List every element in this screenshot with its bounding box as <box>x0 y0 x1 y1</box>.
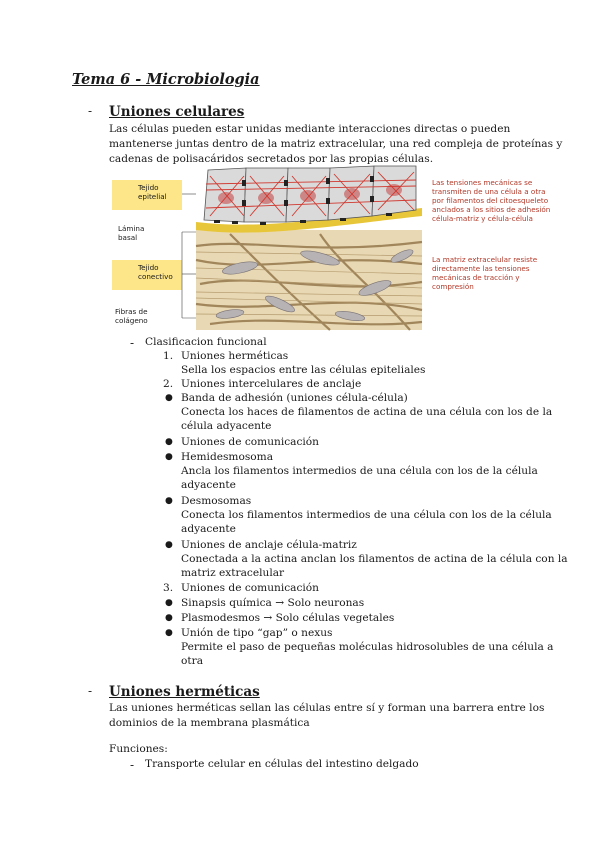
funciones-dash: - <box>130 758 135 772</box>
list-item: Sinapsis química → Solo neuronas <box>181 597 365 609</box>
list-item: Plasmodesmos → Solo células vegetales <box>181 612 395 624</box>
note-line: anclados a los sitios de adhesión <box>432 205 551 214</box>
list-item: Uniones de comunicación <box>181 582 319 594</box>
label-line: Tejido <box>138 183 159 192</box>
list-item: otra <box>181 655 204 667</box>
list-item: Conecta los haces de filamentos de actina de una célula con los de la <box>181 406 553 418</box>
label-line: epitelial <box>138 192 167 201</box>
intro-line: Las células pueden estar unidas mediante interacciones directas o pueden <box>109 123 511 135</box>
label-line: colágeno <box>115 316 148 325</box>
classification-heading: Clasificacion funcional <box>145 336 267 348</box>
section-heading: Uniones celulares <box>109 104 245 120</box>
note-line: transmiten de una célula a otra <box>432 187 546 196</box>
section-dash: - <box>88 684 93 698</box>
section-heading: Uniones herméticas <box>109 684 260 700</box>
list-marker: ● <box>165 598 173 608</box>
note-line: La matriz extracelular resiste <box>432 255 538 264</box>
label-line: Tejido <box>138 263 159 272</box>
page-title: Tema 6 - Microbiologia <box>72 71 260 88</box>
list-item: adyacente <box>181 523 236 535</box>
list-item: Ancla los filamentos intermedios de una célula con los de la célula <box>181 465 538 477</box>
label-line: Lámina <box>118 224 145 233</box>
list-item: célula adyacente <box>181 420 272 432</box>
label-line: conectivo <box>138 272 173 281</box>
funciones-item: Transporte celular en células del intestino delgado <box>145 758 419 770</box>
section-intro <box>109 122 562 167</box>
list-item: Conectada a la actina anclan los filamentos de actina de la célula con la <box>181 553 568 565</box>
list-item: Conecta los filamentos intermedios de una célula con los de la célula <box>181 509 552 521</box>
note-line: compresión <box>432 282 474 291</box>
label-line: basal <box>118 233 138 242</box>
note-line: directamente las tensiones <box>432 264 530 273</box>
note-tensions <box>432 178 550 223</box>
list-item: Desmosomas <box>181 495 252 507</box>
note-line: célula-matriz y célula-célula <box>432 214 533 223</box>
note-line: por filamentos del citoesqueleto <box>432 196 549 205</box>
list-marker: ● <box>165 628 173 638</box>
intro-line: mantenerse juntas dentro de la matriz extracelular, una red compleja de proteínas y <box>109 138 563 150</box>
classification-dash: - <box>130 336 135 350</box>
list-item: Sella los espacios entre las células epiteliales <box>181 364 426 376</box>
list-marker: ● <box>165 540 173 550</box>
intro-line: Las uniones herméticas sellan las células entre sí y forman una barrera entre los <box>109 702 545 714</box>
list-marker: 1. <box>163 350 174 362</box>
list-item: Uniones intercelulares de anclaje <box>181 378 362 390</box>
funciones-label: Funciones: <box>109 743 168 755</box>
list-item: Banda de adhesión (uniones célula-célula) <box>181 392 408 404</box>
list-item: Uniones de anclaje célula-matriz <box>181 539 357 551</box>
list-item: Hemidesmosoma <box>181 451 274 463</box>
list-item: Uniones herméticas <box>181 350 289 362</box>
label-line: Fibras de <box>115 307 148 316</box>
label-lamina-basal <box>118 224 144 242</box>
note-line: Las tensiones mecánicas se <box>432 178 533 187</box>
list-marker: 3. <box>163 582 174 594</box>
note-matrix <box>432 255 537 291</box>
list-item: Permite el paso de pequeñas moléculas hidrosolubles de una célula a <box>181 641 554 653</box>
list-marker: ● <box>165 437 173 447</box>
list-item: Unión de tipo “gap” o nexus <box>181 627 333 639</box>
list-item: adyacente <box>181 479 236 491</box>
list-marker: ● <box>165 613 173 623</box>
tissue-illustration <box>170 164 430 336</box>
list-marker: ● <box>165 452 173 462</box>
label-fibras-colageno <box>115 307 148 325</box>
note-line: mecánicas de tracción y <box>432 273 520 282</box>
list-marker: ● <box>165 496 173 506</box>
list-marker: ● <box>165 393 173 403</box>
list-item: matriz extracelular <box>181 567 285 579</box>
list-item: Uniones de comunicación <box>181 436 319 448</box>
intro-line: dominios de la membrana plasmática <box>109 717 310 729</box>
section-intro <box>109 701 544 731</box>
section-dash: - <box>88 104 93 118</box>
intro-line: cadenas de polisacáridos secretados por las propias células. <box>109 153 434 165</box>
list-marker: 2. <box>163 378 174 390</box>
